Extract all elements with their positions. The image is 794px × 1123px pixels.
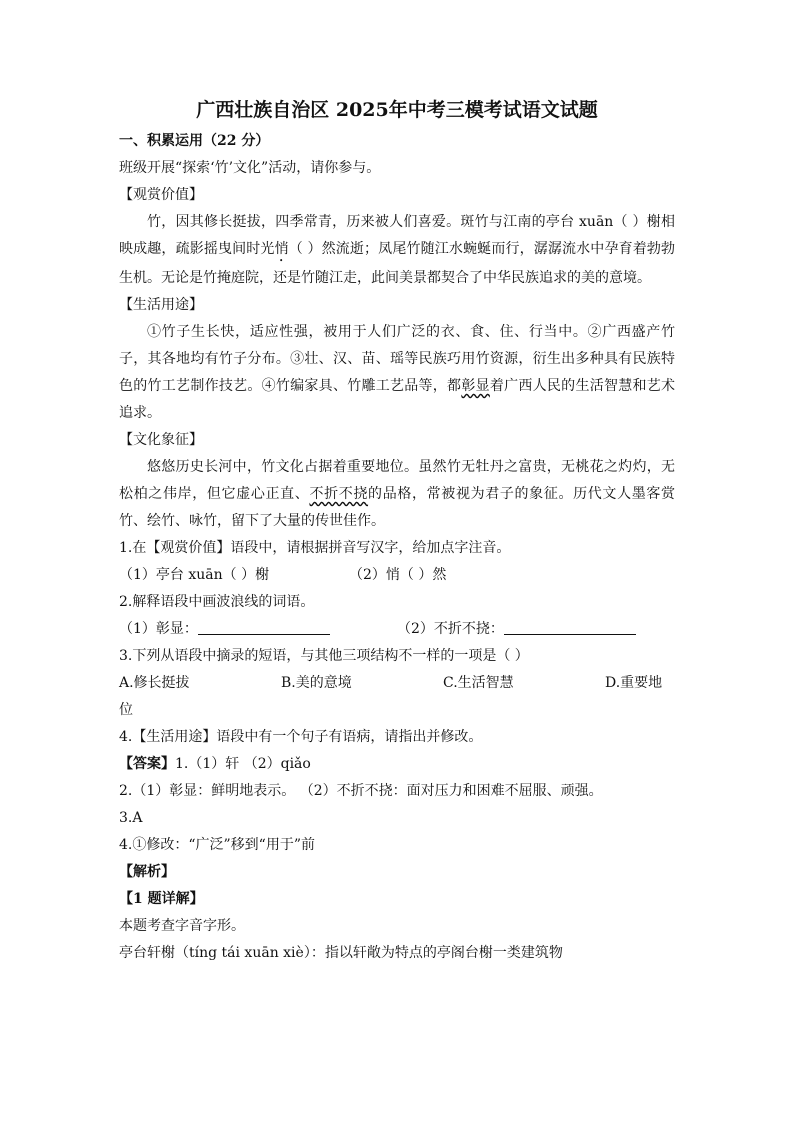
section-a-heading: 【观赏价值】 xyxy=(119,187,203,203)
answer-line-2: 2.（1）彰显：鲜明地表示。 （2）不折不挠：面对压力和困难不屈服、顽强。 xyxy=(119,783,603,799)
question-1-items xyxy=(119,562,675,589)
answer-line-4: 4.①修改：“广泛”移到“用于”前 xyxy=(119,837,315,853)
wavy-word-zhangxian: 彰显 xyxy=(461,378,490,394)
wavy-word-buzhebunao: 不折不挠 xyxy=(309,486,369,502)
question-3: 3.下列从语段中摘录的短语，与其他三项结构不一样的一项是（ ） xyxy=(119,648,529,664)
option-b: B.美的意境 xyxy=(281,675,352,691)
answer-blank-2[interactable] xyxy=(504,620,636,635)
answer-heading: 【答案】 xyxy=(119,756,175,772)
section-a-paragraph: 竹，因其修长挺拔，四季常青，历来被人们喜爱。斑竹与江南的亭台 xuān（ ）榭相映成趣，疏影摇曳间时光悄（ ）然流逝；凤尾竹随江水蜿蜒而行，潺潺流水中孕育着勃勃生机。无论是竹掩庭院，还是竹随江走，此间美景都契合了中华民族追求的美的意境。 xyxy=(119,214,676,286)
option-d: D.重要地 xyxy=(605,675,663,691)
question-3-options xyxy=(119,670,675,697)
section-heading: 一、积累运用（22 分） xyxy=(119,133,270,149)
option-d-wrap: 位 xyxy=(119,702,133,718)
dotted-char: 悄 xyxy=(274,241,289,257)
page-title: 广西壮族自治区 2025年中考三模考试语文试题 xyxy=(196,99,598,121)
analysis-line-1: 本题考查字音字形。 xyxy=(119,918,245,934)
section-c-heading: 【文化象征】 xyxy=(119,432,203,448)
question-2: 2.解释语段中画波浪线的词语。 xyxy=(119,594,315,610)
answer-blank-1[interactable] xyxy=(198,620,330,635)
intro-text: 班级开展“探索‘竹’文化”活动，请你参与。 xyxy=(119,160,381,176)
question-2-item-2: （2）不折不挠： xyxy=(397,621,504,637)
section-b-paragraph: ①竹子生长快，适应性强，被用于人们广泛的衣、食、住、行当中。②广西盛产竹子，其各地均有竹子分布。③壮、汉、苗、瑶等民族巧用竹资源，衍生出多种具有民族特色的竹工艺制作技艺。④竹编家具、竹雕工艺品等，都彰显着广西人民的生活智慧和艺术追求。 xyxy=(119,324,676,421)
question-2-items xyxy=(119,616,675,643)
option-c: C.生活智慧 xyxy=(443,675,514,691)
analysis-subheading: 【1 题详解】 xyxy=(119,891,204,907)
answer-line-3: 3.A xyxy=(119,810,143,826)
question-2-item-1: （1）彰显： xyxy=(119,621,198,637)
option-a: A.修长挺拔 xyxy=(119,675,190,691)
question-1-item-1: （1）亭台 xuān（ ）榭 xyxy=(119,567,270,583)
question-4: 4.【生活用途】语段中有一个句子有语病，请指出并修改。 xyxy=(119,729,483,745)
analysis-heading: 【解析】 xyxy=(119,864,175,880)
section-b-heading: 【生活用途】 xyxy=(119,297,203,313)
question-1: 1.在【观赏价值】语段中，请根据拼音写汉字，给加点字注音。 xyxy=(119,540,511,556)
question-1-item-2: （2）悄（ ）然 xyxy=(349,567,447,583)
section-c-paragraph: 悠悠历史长河中，竹文化占据着重要地位。虽然竹无牡丹之富贵，无桃花之灼灼，无松柏之伟岸，但它虚心正直、不折不挠的品格，常被视为君子的象征。历代文人墨客赏竹、绘竹、咏竹，留下了大量的传世佳作。 xyxy=(119,459,676,529)
analysis-line-2: 亭台轩榭（tíng tái xuān xiè）：指以轩敞为特点的亭阁台榭一类建筑物 xyxy=(119,945,563,961)
answer-line-1: 【答案】1.（1）轩 （2）qiǎo xyxy=(119,756,311,772)
document-body xyxy=(119,128,675,967)
